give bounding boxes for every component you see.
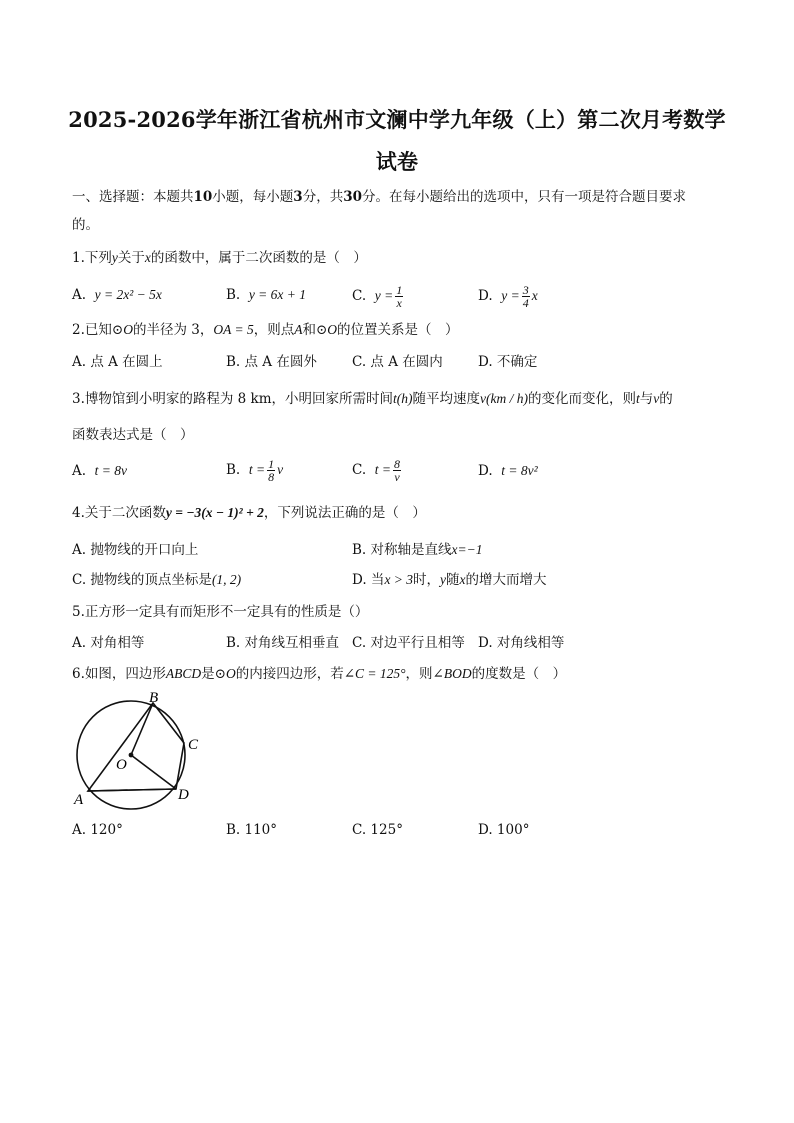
option-expr: (1, 2) [211,572,242,587]
label-d: D [178,787,189,803]
var-o: O [123,322,133,337]
stem-text: 随平均速度 [412,391,481,407]
section-text: 分，共 [302,189,344,205]
var-x: x [459,572,466,587]
label-o: O [116,757,127,773]
stem-text: 3.博物馆到小明家的路程为 8 km，小明回家所需时间 [72,391,394,407]
option-label: C. [352,462,367,478]
q1-option-b [226,286,306,304]
q6-option-a: A. 120° [72,822,123,838]
q5-option-b: B. 对角线互相垂直 [226,635,340,651]
section-instructions-line2: 的。 [72,217,99,233]
q5-option-d: D. 对角线相等 [478,635,565,651]
option-label: D. [478,288,493,304]
q4-option-a: A. 抛物线的开口向上 [72,542,199,558]
denominator: x [396,296,402,310]
exam-title-line1: 2025-2026学年浙江省杭州市文澜中学九年级（上）第二次月考数学 [68,107,726,132]
question-2-stem [72,321,459,339]
circle-quadrilateral-figure [70,688,210,810]
option-text: 时， [413,572,441,588]
q4-option-b [352,541,482,559]
question-3-stem [72,390,673,408]
var-y: y [111,250,118,265]
var-a: A [294,322,303,337]
stem-text: 的函数中，属于二次函数的是（ ） [150,250,367,266]
q6-option-d: D. 100° [478,822,530,838]
stem-expr: y = −3(x − 1)² + 2 [165,505,264,520]
question-4-stem [72,504,426,522]
q4-option-c [72,571,241,589]
exam-title-line2: 试卷 [375,149,419,174]
stem-text: ，下列说法正确的是（ ） [263,505,426,521]
q6-option-b: B. 110° [226,822,278,838]
stem-text: 与 [639,391,654,407]
option-expr: x [531,288,538,303]
stem-text: 的变化而变化，则 [528,391,637,407]
angle-bod: ∠BOD [432,666,472,681]
option-text: 随 [446,572,460,588]
stem-text: 和⊙ [302,322,328,338]
option-expr: y = [501,288,520,303]
option-label: B. [226,287,241,303]
segment-ad [88,789,176,791]
var-t-h: t(h) [393,391,413,406]
stem-text: 的 [659,391,673,407]
q2-option-c: C. 点 A 在圆内 [352,354,443,370]
stem-text: 是⊙ [201,666,226,682]
option-expr: t = 8v [94,463,127,478]
option-text: C. 抛物线的顶点坐标是 [72,572,212,588]
question-count: 10 [193,189,213,205]
q3-option-d [478,462,538,480]
option-expr: t = [374,462,391,477]
stem-text: 关于 [117,250,145,266]
var-v: v [653,391,660,406]
option-expr: y = 6x + 1 [248,287,307,302]
center-point [129,753,134,758]
q3-option-c [352,458,403,483]
q1-option-d [478,284,538,309]
var-x: x [144,250,151,265]
option-expr: t = 8v² [501,463,538,478]
q3-option-b [226,458,283,483]
angle-c: ∠C = 125° [343,666,406,681]
stem-text: ，则 [405,666,433,682]
numerator: 8 [393,457,400,471]
option-text: B. 对称轴是直线 [352,542,452,558]
fraction [395,284,403,309]
option-expr: t = [248,462,266,477]
label-c: C [188,737,199,753]
points-each: 3 [293,189,303,205]
q2-option-b: B. 点 A 在圆外 [226,354,317,370]
segment-od [131,755,176,789]
label-b: B [149,690,159,706]
stem-text: 的位置关系是（ ） [337,322,459,338]
option-expr: v [277,462,284,477]
var-y: y [440,572,447,587]
option-label: C. [352,288,367,304]
q4-option-d [352,571,547,589]
q6-option-c: C. 125° [352,822,403,838]
q3-option-a [72,462,127,480]
question-6-stem [72,665,566,683]
var-t: t [636,391,640,406]
var-v-kmh: v(km / h) [480,391,529,406]
stem-text: 4.关于二次函数 [72,505,166,521]
denominator: 8 [268,470,275,484]
q2-option-a: A. 点 A 在圆上 [72,354,163,370]
option-label: D. [478,463,493,479]
stem-text: 的内接四边形，若 [235,666,344,682]
section-instructions [72,188,686,206]
stem-text: ，则点 [253,322,295,338]
option-label: A. [72,287,87,303]
q1-option-a [72,286,162,304]
section-text: 小题，每小题 [212,189,294,205]
label-a: A [74,792,84,808]
stem-text: 2.已知⊙ [72,322,124,338]
option-expr: x > 3 [384,572,414,587]
option-expr: y = 2x² − 5x [94,287,162,302]
stem-text: 1.下列 [72,250,112,266]
question-5-stem: 5.正方形一定具有而矩形不一定具有的性质是（） [72,604,369,620]
option-expr: y = [374,288,394,303]
option-text: D. 当 [352,572,385,588]
stem-text: 6.如图，四边形 [72,666,166,682]
stem-expr: OA = 5 [213,322,254,337]
denominator: 4 [522,296,529,310]
stem-text: 的半径为 3， [132,322,214,338]
question-1-stem [72,249,367,267]
var-abcd: ABCD [165,666,202,681]
var-o: O [225,666,236,681]
numerator: 1 [268,457,275,471]
fraction [522,284,530,309]
section-text: 一、选择题：本题共 [72,189,194,205]
fraction [393,458,401,483]
q5-option-a: A. 对角相等 [72,635,145,651]
fraction [267,458,275,483]
option-label: B. [226,462,241,478]
q1-option-c [352,284,405,309]
q5-option-c: C. 对边平行且相等 [352,635,465,651]
points-total: 30 [343,189,362,205]
var-o: O [327,322,338,337]
numerator: 1 [396,283,403,297]
numerator: 3 [522,283,529,297]
section-text: 分。在每小题给出的选项中，只有一项是符合题目要求 [362,189,686,205]
option-label: A. [72,463,87,479]
stem-text: 的度数是（ ） [471,666,567,682]
denominator: v [394,470,400,484]
option-text: 的增大而增大 [465,572,547,588]
q2-option-d: D. 不确定 [478,354,538,370]
option-expr: x=−1 [451,542,483,557]
question-3-stem-line2: 函数表达式是（ ） [72,427,194,443]
